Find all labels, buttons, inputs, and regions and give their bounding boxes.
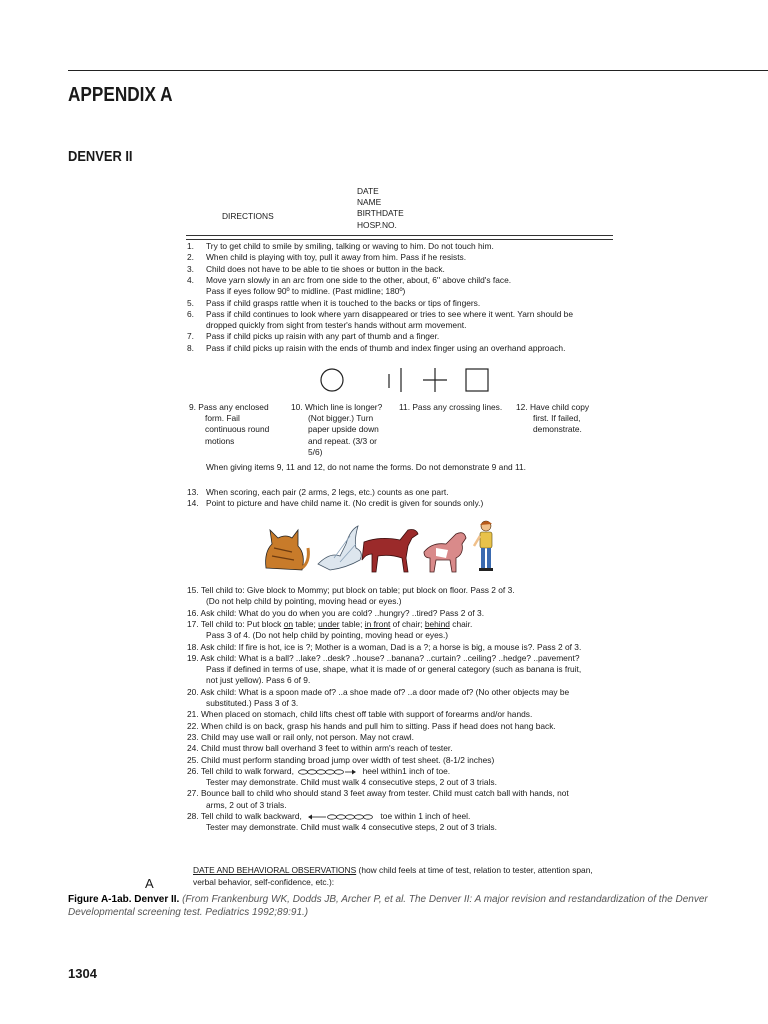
item-text: Pass if child grasps rattle when it is touched to the backs or tips of fingers. — [206, 297, 481, 308]
figure-caption — [68, 893, 748, 919]
item-text: Point to picture and have child name it. (No credit is given for sounds only.) — [206, 498, 484, 509]
item-number: 5. — [187, 297, 194, 308]
square-form-icon — [466, 369, 488, 391]
copy-forms — [310, 364, 500, 396]
figure-panel-letter: A — [145, 876, 154, 891]
item-24: 24. Child must throw ball overhand 3 feet to within arm's reach of tester. — [187, 743, 453, 754]
behavioral-observations — [193, 864, 593, 888]
item-text: Pass if child picks up raisin with any part of thumb and a finger. — [206, 331, 440, 342]
header-field-date: DATE — [357, 186, 379, 196]
item-10-line: 10. Which line is longer? — [291, 402, 383, 412]
item-number: 6. — [187, 308, 194, 319]
item-17-text: chair. — [449, 618, 473, 629]
item-9-line: 9. Pass any enclosed — [189, 402, 269, 412]
form-header-fields — [357, 186, 404, 231]
item-text: Child does not have to be able to tie shoes or button in the back. — [206, 263, 445, 274]
item-15: 15. Tell child to: Give block to Mommy; put block on table; put block on floor. Pass 2 of 3. — [187, 585, 515, 595]
picture-strip — [262, 518, 502, 574]
footsteps-backward-icon — [306, 813, 376, 821]
item-9 — [189, 402, 284, 447]
item-16: 16. Ask child: What do you do when you are cold? ..hungry? ..tired? Pass 2 of 3. — [187, 607, 485, 618]
header-double-rule — [186, 235, 613, 240]
item-17-text: table; — [293, 618, 319, 629]
item-17-text: 17. Tell child to: Put block — [187, 618, 284, 629]
item-12-line: demonstrate. — [533, 424, 582, 435]
appendix-heading: APPENDIX A — [68, 84, 173, 106]
item-10-line: 5/6) — [308, 446, 323, 457]
item-17 — [187, 619, 472, 630]
item-17-text: table; — [339, 618, 365, 629]
item-number: 3. — [187, 263, 194, 274]
item-number: 8. — [187, 342, 194, 353]
item-number: 4. — [187, 274, 194, 285]
horse-icon — [362, 530, 418, 573]
item-number: 14. — [187, 498, 199, 509]
item-text: dropped quickly from sight from tester's hands without arm movement. — [206, 320, 467, 331]
circle-form-icon — [321, 369, 343, 391]
item-text: Pass if eyes follow 90º to midline. (Past midline; 180º) — [206, 286, 406, 297]
item-28 — [187, 811, 470, 822]
dog-icon — [424, 533, 466, 572]
item-17-in-front: in front — [364, 618, 391, 629]
item-11 — [399, 402, 514, 413]
item-17-on: on — [283, 618, 294, 629]
item-17-under: under — [318, 618, 340, 629]
item-text: Try to get child to smile by smiling, talking or waving to him. Do not touch him. — [206, 241, 494, 251]
item-21: 21. When placed on stomach, child lifts chest off table with support of forearms and/or hands. — [187, 709, 533, 720]
item-20-cont: substituted.) Pass 3 of 3. — [206, 698, 299, 708]
observations-text: (how child feels at time of test, relation to tester, attention span, — [356, 865, 593, 875]
item-18: 18. Ask child: If fire is hot, ice is ?; Mother is a woman, Dad is a ?; a horse is big, a mouse is?. Pass 2 of 3. — [187, 641, 582, 652]
item-number: 7. — [187, 331, 194, 342]
item-17-behind: behind — [424, 618, 450, 629]
header-field-name: NAME — [357, 197, 382, 208]
item-26 — [187, 766, 450, 777]
item-17-text: of chair; — [390, 618, 425, 629]
item-12 — [516, 402, 616, 436]
item-9-line: motions — [205, 435, 235, 446]
observations-line2: verbal behavior, self-confidence, etc.): — [193, 877, 335, 887]
item-20: 20. Ask child: What is a spoon made of? ..a shoe made of? ..a door made of? (No other objects may be — [187, 686, 570, 697]
item-19-cont: not just yellow). Pass 6 of 9. — [206, 675, 311, 686]
item-26-text: 26. Tell child to walk forward, — [187, 765, 294, 776]
item-10 — [291, 402, 396, 458]
item-12-line: 12. Have child copy — [516, 402, 590, 412]
item-22: 22. When child is on back, grasp his hands and pull him to sitting. Pass if head does not hang back. — [187, 720, 556, 731]
item-number: 2. — [187, 252, 194, 263]
item-10-line: and repeat. (3/3 or — [308, 435, 377, 446]
item-text: Pass if child continues to look where yarn disappeared or tries to see where it went. Yarn should be — [206, 308, 573, 319]
item-23: 23. Child may use wall or rail only, not person. May not crawl. — [187, 731, 414, 742]
item-28-text: toe within 1 inch of heel. — [380, 811, 471, 821]
caption-citation: (From Frankenburg WK, Dodds JB, Archer P, et al. The Denver II: A major revision and restandardization of the Denver Developmental screening test. Pediatrics 1992;89:91.) — [68, 894, 708, 918]
page-number: 1304 — [68, 966, 97, 981]
directions-label: DIRECTIONS — [222, 211, 274, 221]
item-text: When scoring, each pair (2 arms, 2 legs, etc.) counts as one part. — [206, 487, 449, 497]
observations-label: DATE AND BEHAVIORAL OBSERVATIONS — [193, 865, 357, 875]
forms-note: When giving items 9, 11 and 12, do not name the forms. Do not demonstrate 9 and 11. — [206, 462, 526, 472]
item-12-line: first. If failed, — [533, 413, 581, 424]
item-27-cont: arms, 2 out of 3 trials. — [206, 799, 287, 810]
item-number: 13. — [187, 487, 199, 497]
footsteps-forward-icon — [298, 768, 358, 776]
item-26-cont: Tester may demonstrate. Child must walk 4 consecutive steps, 2 out of 3 trials. — [206, 777, 497, 788]
caption-label: Figure A-1ab. Denver II. — [68, 894, 180, 905]
item-15-cont: (Do not help child by pointing, moving head or eyes.) — [206, 596, 402, 607]
item-10-line: (Not bigger.) Turn — [308, 413, 374, 424]
item-25: 25. Child must perform standing broad jump over width of test sheet. (8-1/2 inches) — [187, 754, 495, 765]
item-9-line: continuous round — [205, 424, 270, 435]
item-19: 19. Ask child: What is a ball? ..lake? ..desk? ..house? ..banana? ..curtain? ..ceiling? ..hedge? ..pavement? — [187, 652, 580, 663]
item-28-cont: Tester may demonstrate. Child must walk 4 consecutive steps, 2 out of 3 trials. — [206, 822, 497, 833]
item-number: 1. — [187, 241, 194, 251]
person-icon — [474, 521, 493, 571]
top-rule — [68, 70, 768, 71]
item-9-line: form. Fail — [205, 413, 240, 424]
item-27: 27. Bounce ball to child who should stand 3 feet away from tester. Child must catch ball with hands, not — [187, 788, 569, 799]
cat-icon — [266, 530, 309, 570]
header-field-birthdate: BIRTHDATE — [357, 208, 404, 219]
item-text: Move yarn slowly in an arc from one side to the other, about, 6'' above child's face. — [206, 274, 512, 285]
item-19-cont: Pass if defined in terms of use, shape, what it is made of or general category (such as banana is fruit, — [206, 664, 582, 675]
header-field-hospno: HOSP.NO. — [357, 219, 397, 230]
item-text: When child is playing with toy, pull it away from him. Pass if he resists. — [206, 252, 467, 263]
item-26-text: heel within1 inch of toe. — [362, 765, 451, 776]
item-11-line: 11. Pass any crossing lines. — [399, 402, 503, 412]
item-17-cont: Pass 3 of 4. (Do not help child by pointing, moving head or eyes.) — [206, 630, 449, 641]
item-28-text: 28. Tell child to walk backward, — [187, 811, 302, 821]
item-10-line: paper upside down — [308, 424, 379, 435]
observations-line — [193, 864, 593, 876]
bird-icon — [318, 526, 361, 570]
item-text: Pass if child picks up raisin with the ends of thumb and index finger using an overhand approach. — [206, 342, 566, 353]
section-heading: DENVER II — [68, 148, 133, 165]
